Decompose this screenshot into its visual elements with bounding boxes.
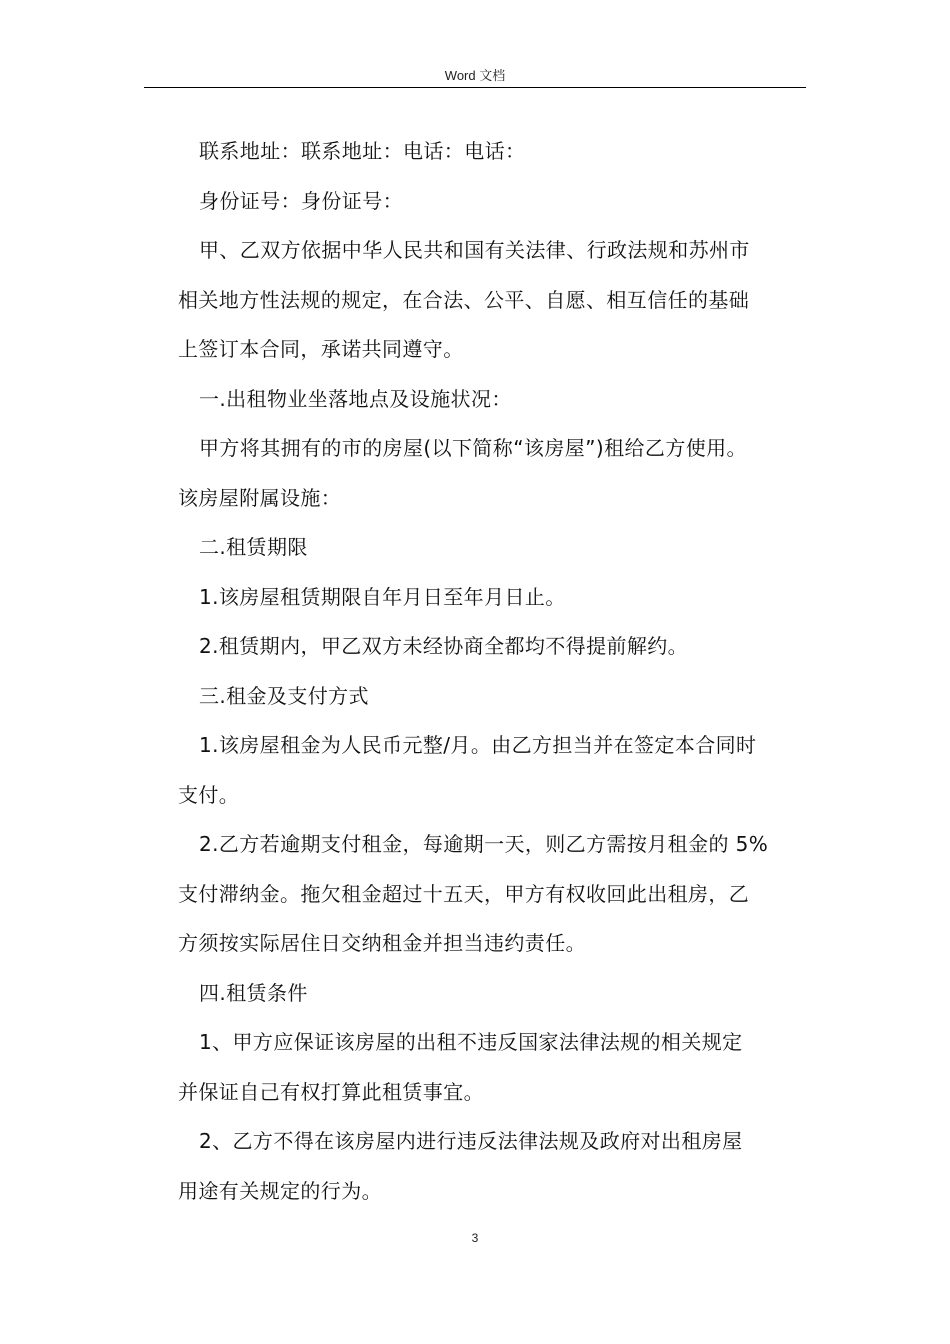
section-heading: 二.租赁期限 (199, 535, 308, 559)
text-line: 甲方将其拥有的市的房屋(以下简称“该房屋”)租给乙方使用。 (199, 436, 747, 460)
text-line: 用途有关规定的行为。 (178, 1178, 382, 1203)
section-heading: 一.出租物业坐落地点及设施状况： (199, 386, 512, 411)
text-line: 2、乙方不得在该房屋内进行违反法律法规及政府对出租房屋 (199, 1129, 743, 1153)
text-line: 1.该房屋租金为人民币元整/月。由乙方担当并在签定本合同时 (199, 733, 757, 757)
text-line: 身份证号：身份证号： (199, 188, 403, 213)
section-heading: 四.租赁条件 (199, 980, 308, 1005)
text-line: 并保证自己有权打算此租赁事宜。 (178, 1079, 484, 1104)
page-number: 3 (471, 1231, 479, 1245)
header-divider (144, 87, 806, 88)
text-line: 2.乙方若逾期支付租金，每逾期一天，则乙方需按月租金的 5% (199, 832, 769, 856)
text-line: 上签订本合同，承诺共同遵守。 (178, 337, 464, 361)
text-line: 1.该房屋租赁期限自年月日至年月日止。 (199, 584, 566, 609)
text-line: 相关地方性法规的规定，在合法、公平、自愿、相互信任的基础 (178, 287, 750, 312)
text-line: 该房屋附属设施： (178, 485, 342, 510)
document-body (178, 127, 810, 1216)
text-line: 支付。 (178, 782, 240, 807)
text-line: 方须按实际居住日交纳租金并担当违约责任。 (178, 931, 586, 955)
text-line: 甲、乙双方依据中华人民共和国有关法律、行政法规和苏州市 (199, 238, 750, 262)
page-header-title: Word 文档 (444, 68, 506, 83)
text-line: 联系地址：联系地址：电话：电话： (199, 139, 526, 163)
section-heading: 三.租金及支付方式 (199, 683, 369, 708)
text-line: 1、甲方应保证该房屋的出租不违反国家法律法规的相关规定 (199, 1030, 743, 1054)
text-line: 支付滞纳金。拖欠租金超过十五天，甲方有权收回此出租房，乙 (178, 881, 750, 906)
text-line: 2.租赁期内，甲乙双方未经协商全都均不得提前解约。 (199, 634, 689, 658)
